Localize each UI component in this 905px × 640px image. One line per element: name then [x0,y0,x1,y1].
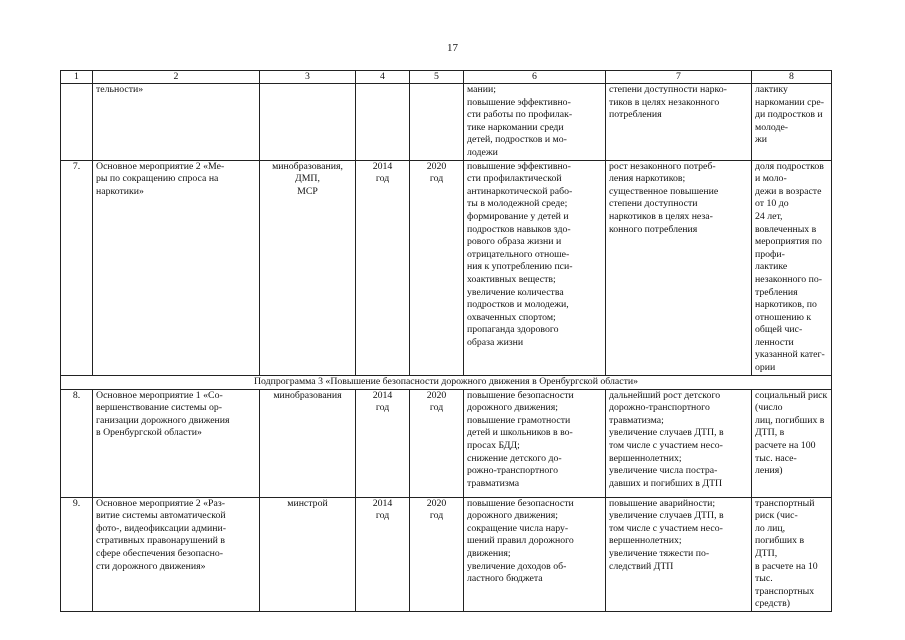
row-number [61,84,93,161]
direct-result: повышение безопасности дорожного движения; сокращение числа нару- шений правил дорожного движения; увеличение доходов об- ластного бюджета [464,497,606,611]
start-year [356,84,410,161]
consequences: рост незаконного потреб- ления наркотиков; существенное повышение степени доступности наркотиков в целях неза- конного потребления [606,160,752,375]
consequences: дальнейший рост детского дорожно-транспортного травматизма; увеличение случаев ДТП, в том числе с участием несо- вершеннолетних; увеличение числа постра- давших и погибших в ДТП [606,389,752,497]
row-number: 8. [61,389,93,497]
row-number: 9. [61,497,93,611]
column-number: 5 [410,71,464,84]
end-year: 2020 год [410,160,464,375]
subprogram-title: Подпрограмма 3 «Повышение безопасности дорожного движения в Оренбургской области» [61,375,832,389]
direct-result: повышение безопасности дорожного движения; повышение грамотности детей и школьников в во- просах БДД; снижение детского до- рожно-транспортного травматизма [464,389,606,497]
column-number-row [61,71,832,84]
table-row [61,497,832,611]
table-row [61,389,832,497]
column-number: 1 [61,71,93,84]
end-year [410,84,464,161]
column-number: 2 [93,71,260,84]
start-year: 2014 год [356,497,410,611]
section-heading-row [61,375,832,389]
column-number: 6 [464,71,606,84]
activity-name: Основное мероприятие 1 «Со- вершенствование системы ор- ганизации дорожного движения в Оренбургской области» [93,389,260,497]
relation-to-indicators: транспортный риск (чис- ло лиц, погибших в ДТП, в расчете на 10 тыс. транспортных средств) [752,497,832,611]
executor: минстрой [260,497,356,611]
executor [260,84,356,161]
activity-name: Основное мероприятие 2 «Раз- витие системы автоматической фото-, видеофиксации админи- стративных правонарушений в сфере обеспечения безопасно- сти дорожного движения» [93,497,260,611]
column-number: 4 [356,71,410,84]
executor: минобразования [260,389,356,497]
page-number: 17 [447,42,458,54]
column-number: 3 [260,71,356,84]
direct-result: повышение эффективно- сти профилактической антинаркотической рабо- ты в молодежной среде; формирование у детей и подростков навыков здо- рового образа жизни и отрицательного отноше- ния к употреблению пси- хоактивных веществ; увеличение количества подростков и молодежи, охваченных спортом; пропаганда здорового образа жизни [464,160,606,375]
end-year: 2020 год [410,497,464,611]
relation-to-indicators: лактику наркомании сре- ди подростков и молоде- жи [752,84,832,161]
executor: минобразования, ДМП, МСР [260,160,356,375]
consequences: степени доступности нарко- тиков в целях незаконного потребления [606,84,752,161]
relation-to-indicators: социальный риск (число лиц, погибших в ДТП, в расчете на 100 тыс. насе- ления) [752,389,832,497]
start-year: 2014 год [356,389,410,497]
activity-name: тельности» [93,84,260,161]
table-row-continuation [61,84,832,161]
direct-result: мании; повышение эффективно- сти работы по профилак- тике наркомании среди детей, подростков и мо- лодежи [464,84,606,161]
column-number: 8 [752,71,832,84]
start-year: 2014 год [356,160,410,375]
activity-name: Основное мероприятие 2 «Ме- ры по сокращению спроса на наркотики» [93,160,260,375]
table-row [61,160,832,375]
end-year: 2020 год [410,389,464,497]
relation-to-indicators: доля подростков и моло- дежи в возрасте от 10 до 24 лет, вовлеченных в мероприятия по профи- лактике незаконного по- требления наркотиков, по отношению к общей чис- ленности указанной катег- ории [752,160,832,375]
consequences: повышение аварийности; увеличение случаев ДТП, в том числе с участием несо- вершеннолетних; увеличение тяжести по- следствий ДТП [606,497,752,611]
column-number: 7 [606,71,752,84]
program-table [60,70,832,612]
row-number: 7. [61,160,93,375]
